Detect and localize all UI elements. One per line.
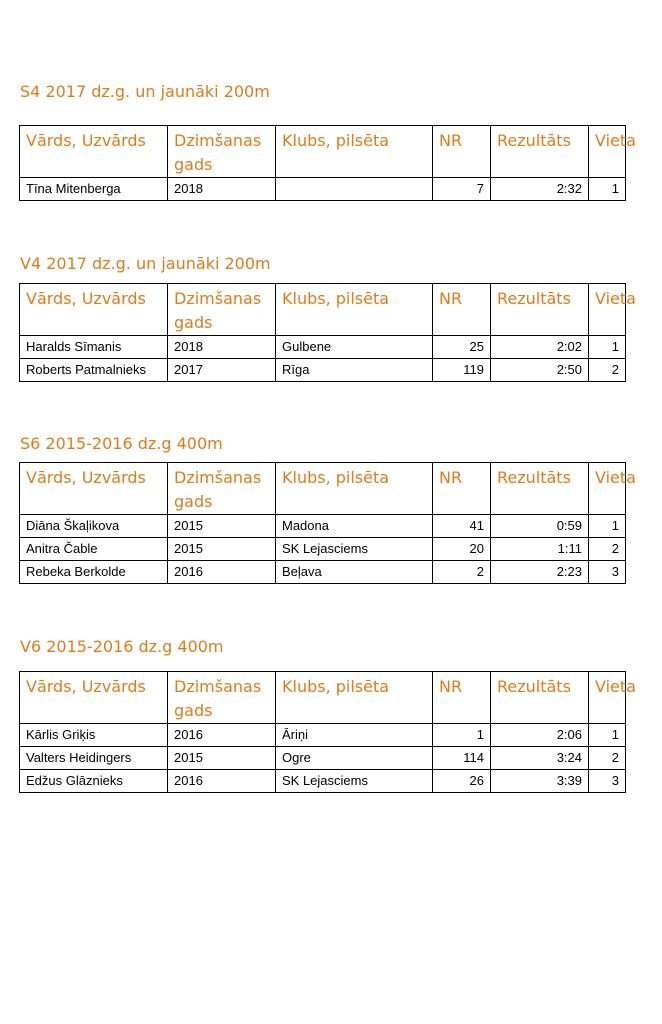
place-cell: 2 bbox=[589, 538, 626, 561]
birth-year-cell: 2017 bbox=[168, 359, 276, 382]
header-place: Vieta bbox=[589, 126, 626, 178]
birth-year-cell: 2015 bbox=[168, 538, 276, 561]
header-birth-year: Dzimšanas gads bbox=[168, 672, 276, 724]
birth-year-cell: 2018 bbox=[168, 178, 276, 201]
header-place: Vieta bbox=[589, 463, 626, 515]
name-cell: Roberts Patmalnieks bbox=[20, 359, 168, 382]
birth-year-cell: 2015 bbox=[168, 515, 276, 538]
name-cell: Anitra Čable bbox=[20, 538, 168, 561]
header-name: Vārds, Uzvārds bbox=[20, 284, 168, 336]
place-cell: 2 bbox=[589, 359, 626, 382]
header-club-city: Klubs, pilsēta bbox=[276, 284, 433, 336]
header-birth-year: Dzimšanas gads bbox=[168, 126, 276, 178]
place-cell: 1 bbox=[589, 178, 626, 201]
bib-number-cell: 26 bbox=[433, 770, 491, 793]
bib-number-cell: 114 bbox=[433, 747, 491, 770]
club-city-cell: Beļava bbox=[276, 561, 433, 584]
header-birth-year: Dzimšanas gads bbox=[168, 463, 276, 515]
header-club-city: Klubs, pilsēta bbox=[276, 672, 433, 724]
result-cell: 2:06 bbox=[491, 724, 589, 747]
bib-number-cell: 2 bbox=[433, 561, 491, 584]
header-result: Rezultāts bbox=[491, 284, 589, 336]
name-cell: Tīna Mitenberga bbox=[20, 178, 168, 201]
header-bib-number: NR bbox=[433, 672, 491, 724]
name-cell: Edžus Glāznieks bbox=[20, 770, 168, 793]
place-cell: 1 bbox=[589, 724, 626, 747]
place-cell: 3 bbox=[589, 770, 626, 793]
bib-number-cell: 25 bbox=[433, 336, 491, 359]
place-cell: 2 bbox=[589, 747, 626, 770]
table-header-row bbox=[20, 672, 626, 724]
header-bib-number: NR bbox=[433, 284, 491, 336]
header-birth-year: Dzimšanas gads bbox=[168, 284, 276, 336]
result-cell: 2:02 bbox=[491, 336, 589, 359]
result-cell: 3:39 bbox=[491, 770, 589, 793]
birth-year-cell: 2016 bbox=[168, 770, 276, 793]
section-title: V6 2015-2016 dz.g 400m bbox=[20, 637, 224, 656]
club-city-cell: Gulbene bbox=[276, 336, 433, 359]
table-row bbox=[20, 724, 626, 747]
table-row bbox=[20, 747, 626, 770]
header-bib-number: NR bbox=[433, 463, 491, 515]
table-row bbox=[20, 359, 626, 382]
result-cell: 0:59 bbox=[491, 515, 589, 538]
name-cell: Valters Heidingers bbox=[20, 747, 168, 770]
club-city-cell: SK Lejasciems bbox=[276, 538, 433, 561]
table-header-row bbox=[20, 463, 626, 515]
name-cell: Haralds Sīmanis bbox=[20, 336, 168, 359]
result-cell: 2:32 bbox=[491, 178, 589, 201]
club-city-cell: Rīga bbox=[276, 359, 433, 382]
table-header-row bbox=[20, 126, 626, 178]
result-cell: 2:50 bbox=[491, 359, 589, 382]
header-result: Rezultāts bbox=[491, 672, 589, 724]
header-name: Vārds, Uzvārds bbox=[20, 126, 168, 178]
result-cell: 2:23 bbox=[491, 561, 589, 584]
result-cell: 1:11 bbox=[491, 538, 589, 561]
result-cell: 3:24 bbox=[491, 747, 589, 770]
birth-year-cell: 2018 bbox=[168, 336, 276, 359]
table-header-row bbox=[20, 284, 626, 336]
results-table bbox=[19, 283, 636, 382]
club-city-cell: SK Lejasciems bbox=[276, 770, 433, 793]
section-title: V4 2017 dz.g. un jaunāki 200m bbox=[20, 254, 271, 273]
table-row bbox=[20, 515, 626, 538]
bib-number-cell: 7 bbox=[433, 178, 491, 201]
club-city-cell: Madona bbox=[276, 515, 433, 538]
bib-number-cell: 20 bbox=[433, 538, 491, 561]
header-name: Vārds, Uzvārds bbox=[20, 672, 168, 724]
table-row bbox=[20, 178, 626, 201]
section-title: S4 2017 dz.g. un jaunāki 200m bbox=[20, 82, 270, 101]
header-club-city: Klubs, pilsēta bbox=[276, 463, 433, 515]
bib-number-cell: 41 bbox=[433, 515, 491, 538]
results-table bbox=[19, 125, 636, 201]
club-city-cell: Ogre bbox=[276, 747, 433, 770]
header-result: Rezultāts bbox=[491, 126, 589, 178]
name-cell: Kārlis Griķis bbox=[20, 724, 168, 747]
name-cell: Rebeka Berkolde bbox=[20, 561, 168, 584]
header-bib-number: NR bbox=[433, 126, 491, 178]
header-place: Vieta bbox=[589, 284, 626, 336]
header-result: Rezultāts bbox=[491, 463, 589, 515]
birth-year-cell: 2016 bbox=[168, 724, 276, 747]
results-table bbox=[19, 462, 636, 584]
birth-year-cell: 2016 bbox=[168, 561, 276, 584]
club-city-cell: Āriņi bbox=[276, 724, 433, 747]
table-row bbox=[20, 770, 626, 793]
bib-number-cell: 119 bbox=[433, 359, 491, 382]
header-place: Vieta bbox=[589, 672, 626, 724]
header-name: Vārds, Uzvārds bbox=[20, 463, 168, 515]
place-cell: 3 bbox=[589, 561, 626, 584]
header-club-city: Klubs, pilsēta bbox=[276, 126, 433, 178]
table-row bbox=[20, 336, 626, 359]
results-table bbox=[19, 671, 636, 793]
place-cell: 1 bbox=[589, 515, 626, 538]
section-title: S6 2015-2016 dz.g 400m bbox=[20, 434, 223, 453]
birth-year-cell: 2015 bbox=[168, 747, 276, 770]
table-row bbox=[20, 538, 626, 561]
bib-number-cell: 1 bbox=[433, 724, 491, 747]
place-cell: 1 bbox=[589, 336, 626, 359]
club-city-cell bbox=[276, 178, 433, 201]
table-row bbox=[20, 561, 626, 584]
name-cell: Diāna Škaļikova bbox=[20, 515, 168, 538]
